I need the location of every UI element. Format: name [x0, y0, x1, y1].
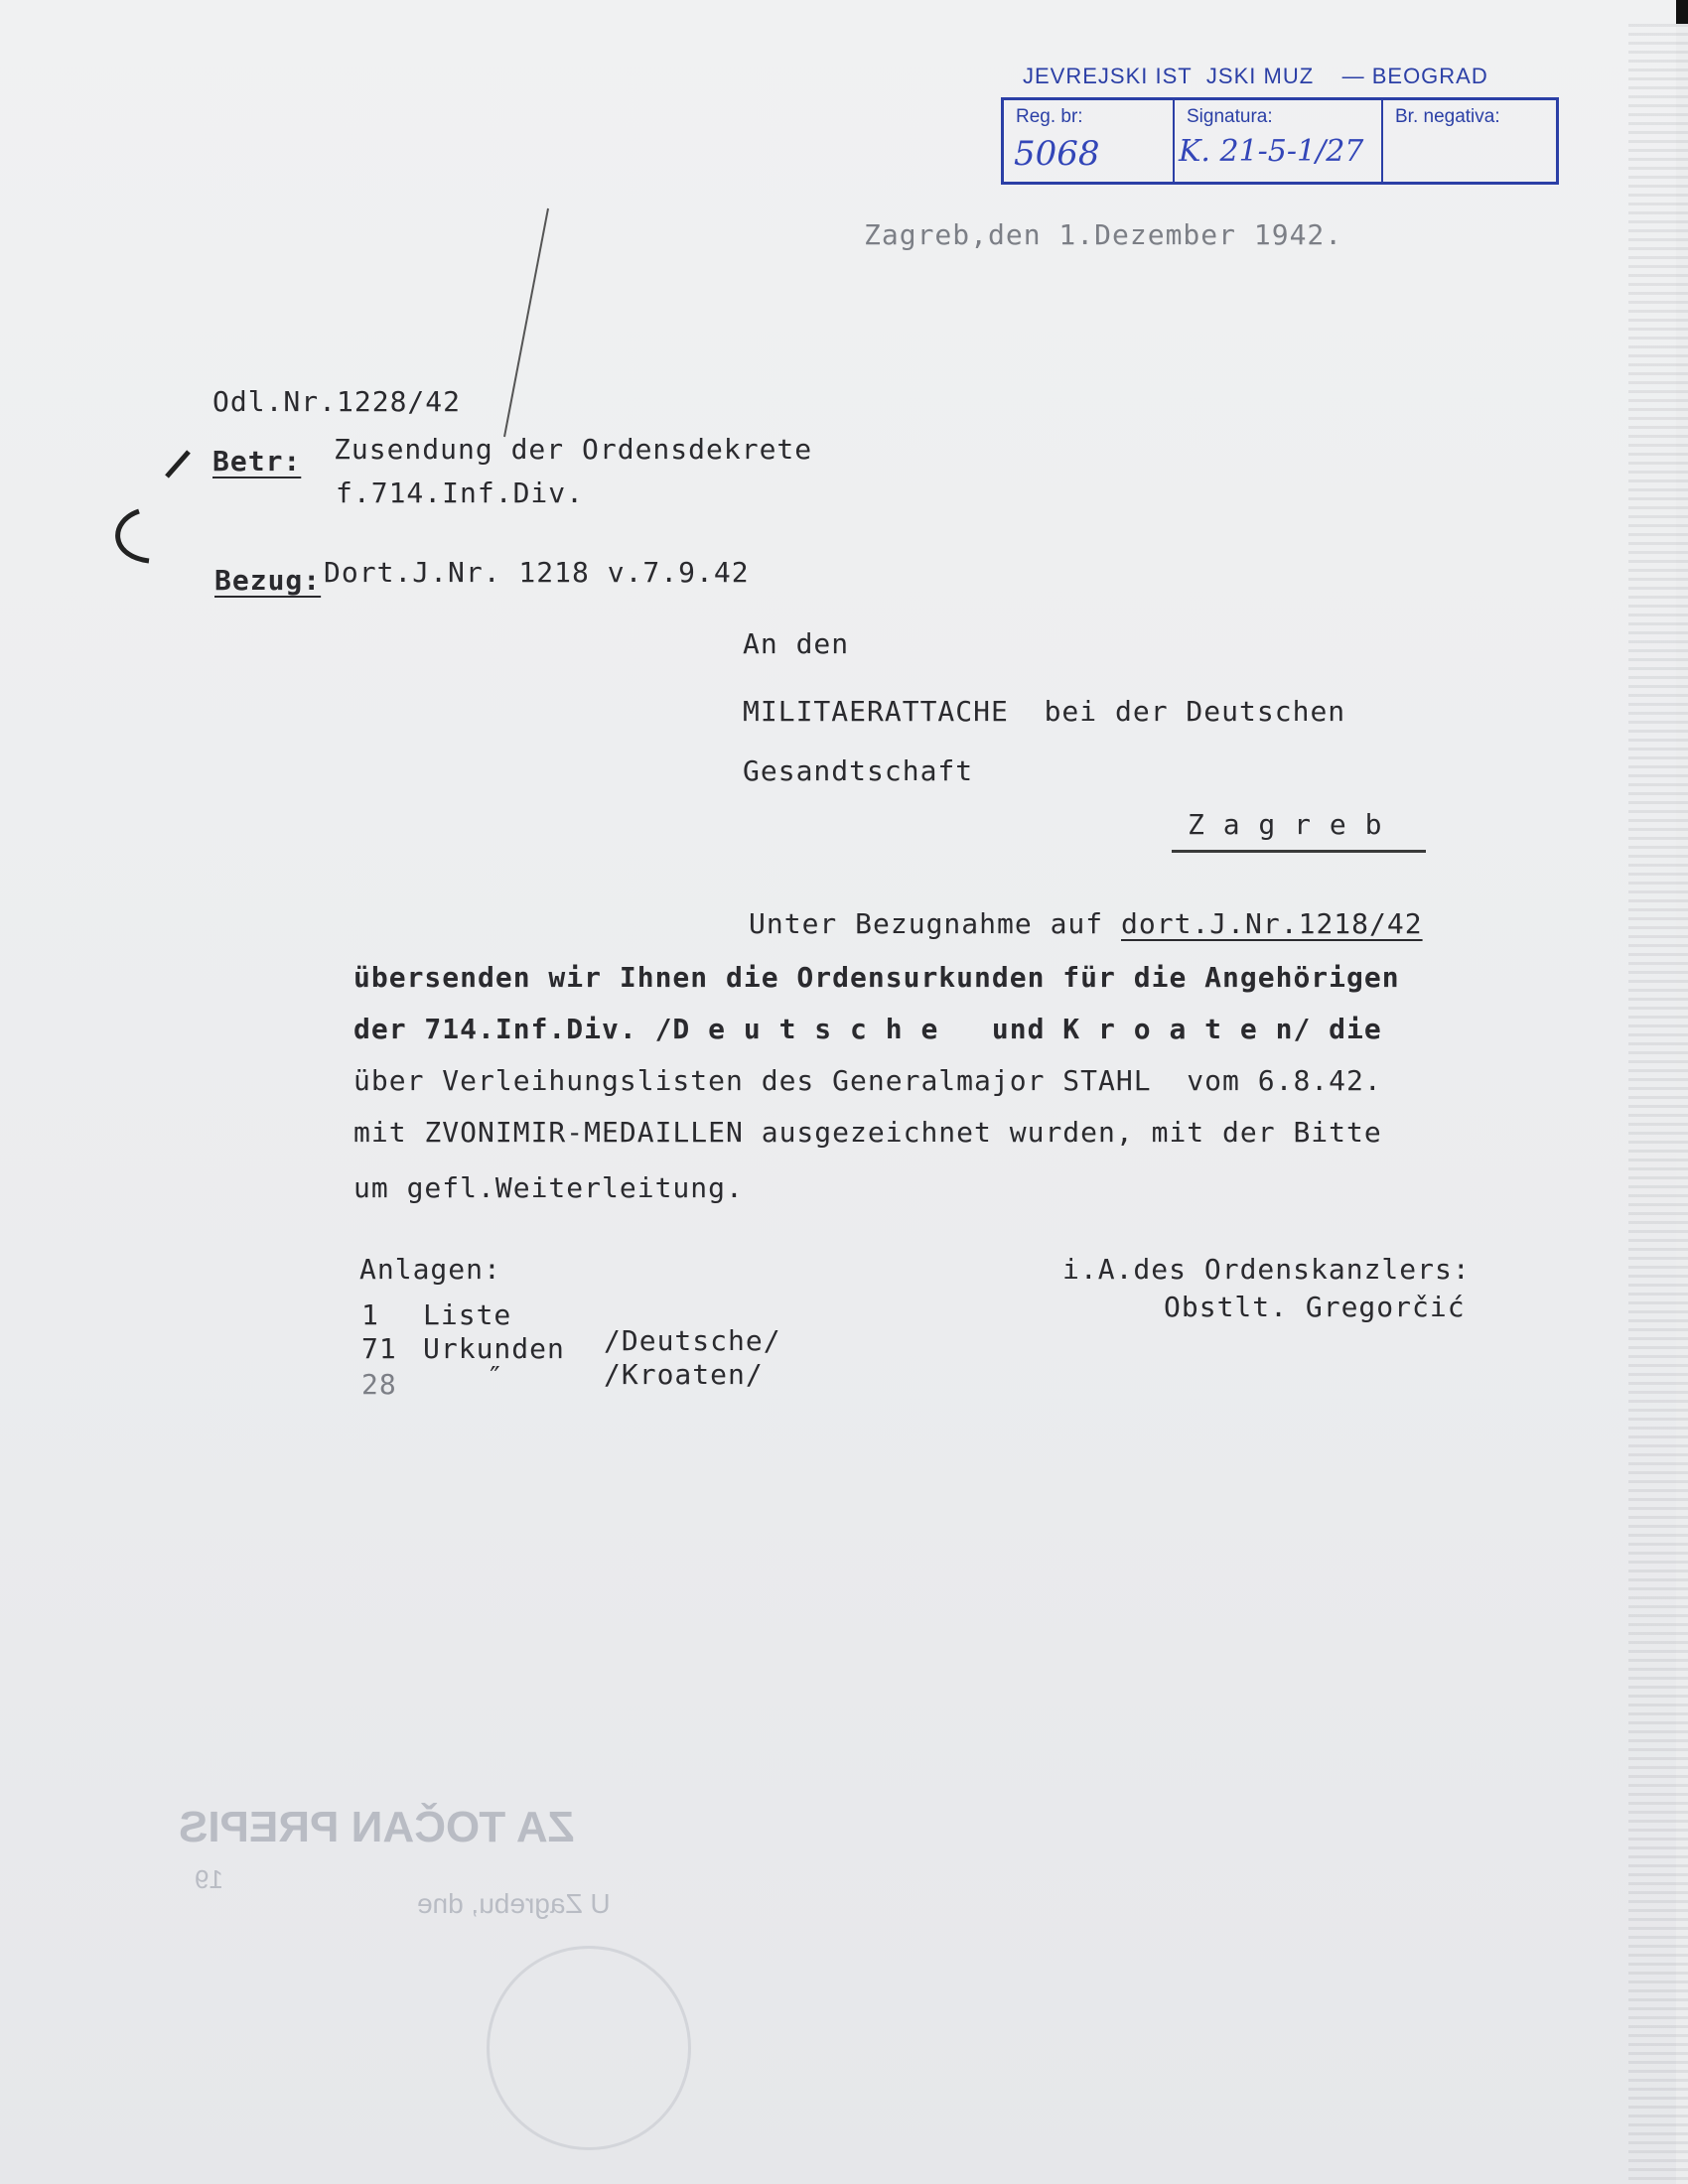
reference-value: Dort.J.Nr. 1218 v.7.9.42 — [324, 556, 750, 589]
signature-line-1: i.A.des Ordenskanzlers: — [1062, 1253, 1471, 1286]
attachment-item: ″ — [487, 1360, 504, 1393]
tick-mark — [167, 452, 189, 477]
subject-line-2: f.714.Inf.Div. — [336, 477, 585, 509]
reference-number: Odl.Nr.1228/42 — [212, 385, 462, 418]
subject-line-1: Zusendung der Ordensdekrete — [334, 433, 813, 466]
recipient-line-2: Gesandtschaft — [743, 754, 974, 787]
attachment-note: /Deutsche/ — [604, 1324, 781, 1357]
recipient-line-1: MILITAERATTACHE bei der Deutschen — [743, 695, 1346, 728]
stamp-reg-label: Reg. br: — [1016, 106, 1083, 127]
recipient-intro: An den — [743, 627, 850, 660]
body-line-6: um gefl.Weiterleitung. — [353, 1171, 744, 1204]
attachment-item: Urkunden — [423, 1332, 565, 1365]
attachment-count: 1 — [361, 1298, 379, 1331]
body-line-1-text: Unter Bezugnahme auf — [749, 907, 1122, 940]
attachment-count: 28 — [361, 1368, 397, 1401]
body-line-1 — [749, 907, 1423, 940]
body-line-1-reference: dort.J.Nr.1218/42 — [1121, 907, 1423, 940]
pencil-stroke — [504, 208, 548, 437]
stamp-signatura-label: Signatura: — [1187, 106, 1273, 127]
transcript-stamp-year: 19 — [195, 1864, 223, 1894]
signature-line-2: Obstlt. Gregorčić — [1164, 1291, 1466, 1323]
transcript-stamp-place: U Zagrebu, dne — [417, 1888, 611, 1919]
seal-impression — [487, 1946, 691, 2150]
transcript-stamp-title: ZA TOČAN PREPIS — [179, 1803, 575, 1851]
reference-label: Bezug: — [214, 564, 322, 597]
body-line-2: übersenden wir Ihnen die Ordensurkunden für die Angehörigen — [353, 961, 1400, 994]
city-underline — [1172, 850, 1426, 853]
body-line-5: mit ZVONIMIR-MEDAILLEN ausgezeichnet wurden, mit der Bitte — [353, 1116, 1382, 1149]
stamp-negativa-label: Br. negativa: — [1395, 106, 1500, 127]
body-line-3: der 714.Inf.Div. /D e u t s c h e und K r o a t e n/ die — [353, 1013, 1382, 1045]
attachment-count: 71 — [361, 1332, 397, 1365]
bracket-mark — [118, 511, 149, 561]
recipient-city: Z a g r e b — [1188, 808, 1383, 841]
stamp-signatura-value: K. 21-5-1/27 — [1179, 134, 1364, 169]
attachment-item: Liste — [423, 1298, 512, 1331]
museum-stamp-header: JEVREJSKI IST JSKI MUZ — BEOGRAD — [1023, 64, 1488, 88]
body-line-4: über Verleihungslisten des Generalmajor STAHL vom 6.8.42. — [353, 1064, 1382, 1097]
attachment-note: /Kroaten/ — [604, 1358, 764, 1391]
stamp-reg-value: 5068 — [1014, 134, 1100, 174]
attachments-label: Anlagen: — [359, 1253, 501, 1286]
letter-date: Zagreb,den 1.Dezember 1942. — [864, 218, 1343, 251]
subject-label: Betr: — [212, 445, 302, 478]
